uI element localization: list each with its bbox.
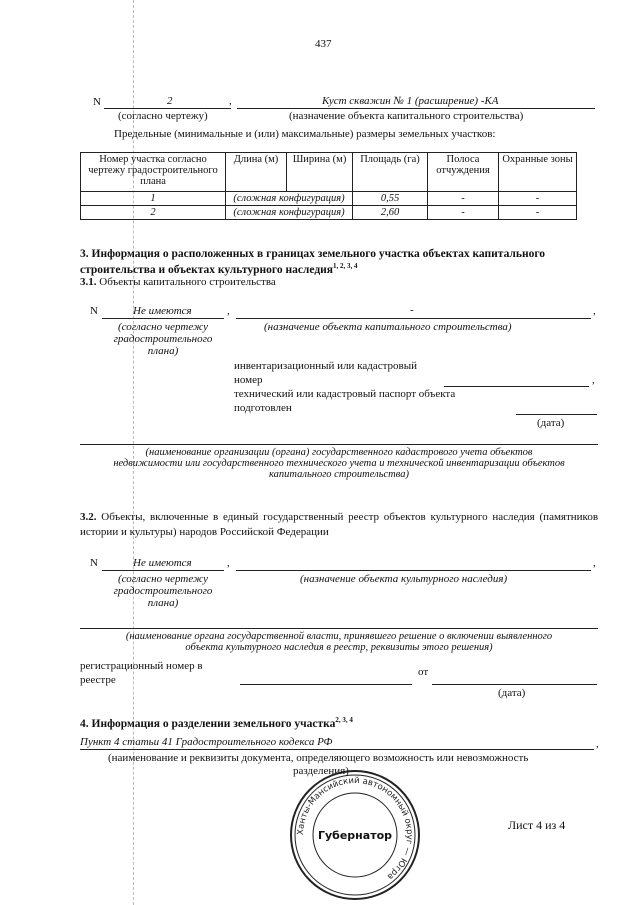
section3-heading-line1: 3. Информация о расположенных в границах земельного участка объектах капитального [80,248,546,260]
sub2-title: 3.2. Объекты, включенные в единый государственный реестр объектов культурного наследия (памятников истории и культуры) народов Российской Федерации [80,511,599,538]
n4-caption: (согласно чертежу градостроительного плана) [113,573,213,609]
org-caption: (наименование организации (органа) государственного кадастрового учета объектов недвижимости или государственного технического учета и технической инвентаризации объектов капитального строительства) [113,447,565,480]
inv-label-2: номер [234,374,263,386]
comma: , [227,557,230,569]
sheet-number: Лист 4 из 4 [508,818,566,832]
doc-caption-2: разделения) [293,765,349,777]
n3-underline [102,318,224,319]
purpose-value: - [410,304,414,316]
comma: , [229,95,232,107]
cell-exclusion: - [428,206,499,220]
passport-label-1: технический или кадастровый паспорт объекта [234,388,456,400]
n4-value: Не имеются [133,557,192,569]
object-underline [237,108,595,109]
n4-label: N [90,557,98,569]
cell-protected: - [499,206,577,220]
cell-exclusion: - [428,192,499,206]
date-underline [516,414,597,415]
doc-value: Пункт 4 статьи 41 Градостроительного кодекса РФ [80,736,333,748]
cell-config: (сложная конфигурация) [226,192,353,206]
cell-plot-number: 2 [81,206,226,220]
purpose-underline [236,318,591,319]
cell-protected: - [499,192,577,206]
col-header-protected: Охранные зоны [499,153,577,192]
reg-label-2: реестре [80,674,116,686]
cell-area: 0,55 [353,192,428,206]
n-label: N [93,96,101,108]
page-number: 437 [315,38,332,50]
comma: , [593,305,596,317]
date2-caption: (дата) [498,687,526,699]
doc-caption-1: (наименование и реквизиты документа, определяющего возможность или невозможность [108,752,529,764]
date-caption: (дата) [537,417,565,429]
n-value: 2 [167,95,173,107]
purpose-caption: (назначение объекта капитального строительства) [264,321,512,333]
comma: , [227,305,230,317]
table-header-row [81,153,577,192]
purpose2-caption: (назначение объекта культурного наследия) [300,573,508,585]
comma: , [596,738,599,750]
seal-ring-text: Ханты-Мансийский автономный округ — Югра [295,775,415,882]
seal-center-text: Губернатор [317,829,393,842]
reg-label-1: регистрационный номер в [80,660,203,672]
limits-title: Предельные (минимальные и (или) максимальные) размеры земельных участков: [114,128,496,140]
plot-sizes-table [80,152,577,220]
object-caption: (назначение объекта капитального строительства) [289,110,524,122]
gov-underline [80,628,598,629]
cell-plot-number: 1 [81,192,226,206]
table-row [81,192,577,206]
object-name: Куст скважин № 1 (расширение) -КА [322,95,499,107]
col-header-exclusion: Полоса отчуждения [428,153,499,192]
from-underline [432,684,597,685]
comma: , [592,374,595,386]
passport-label-2: подготовлен [234,402,292,414]
section3-heading-line2: строительства и объектах культурного наследия$^{1, 2, 3, 4}$ [80,262,358,276]
doc-underline [80,749,594,750]
col-header-length: Длина (м) [226,153,287,192]
n3-label: N [90,305,98,317]
table-row [81,206,577,220]
official-seal [288,768,422,902]
n-underline [104,108,231,109]
n3-value: Не имеются [133,305,192,317]
col-header-area: Площадь (га) [353,153,428,192]
org-underline [80,444,598,445]
cell-area: 2,60 [353,206,428,220]
gov-caption: (наименование органа государственной власти, принявшего решение о включении выявленного объекта культурного наследия в реестр, реквизиты этого решения) [125,631,553,653]
col-header-number: Номер участка согласно чертежу градостроительного плана [81,153,226,192]
n4-underline [102,570,224,571]
inv-underline [444,386,589,387]
sub1-title: 3.1. Объекты капитального строительства [80,276,276,288]
comma: , [593,557,596,569]
col-header-width: Ширина (м) [287,153,353,192]
reg-underline [240,684,412,685]
n-caption: (согласно чертежу) [118,110,208,122]
from-label: от [418,666,429,678]
section4-heading: 4. Информация о разделении земельного участка$^{2, 3, 4}$ [80,716,353,730]
n3-caption: (согласно чертежу градостроительного плана) [113,321,213,357]
purpose2-underline [236,570,591,571]
cell-config: (сложная конфигурация) [226,206,353,220]
inv-label-1: инвентаризационный или кадастровый [234,360,418,372]
